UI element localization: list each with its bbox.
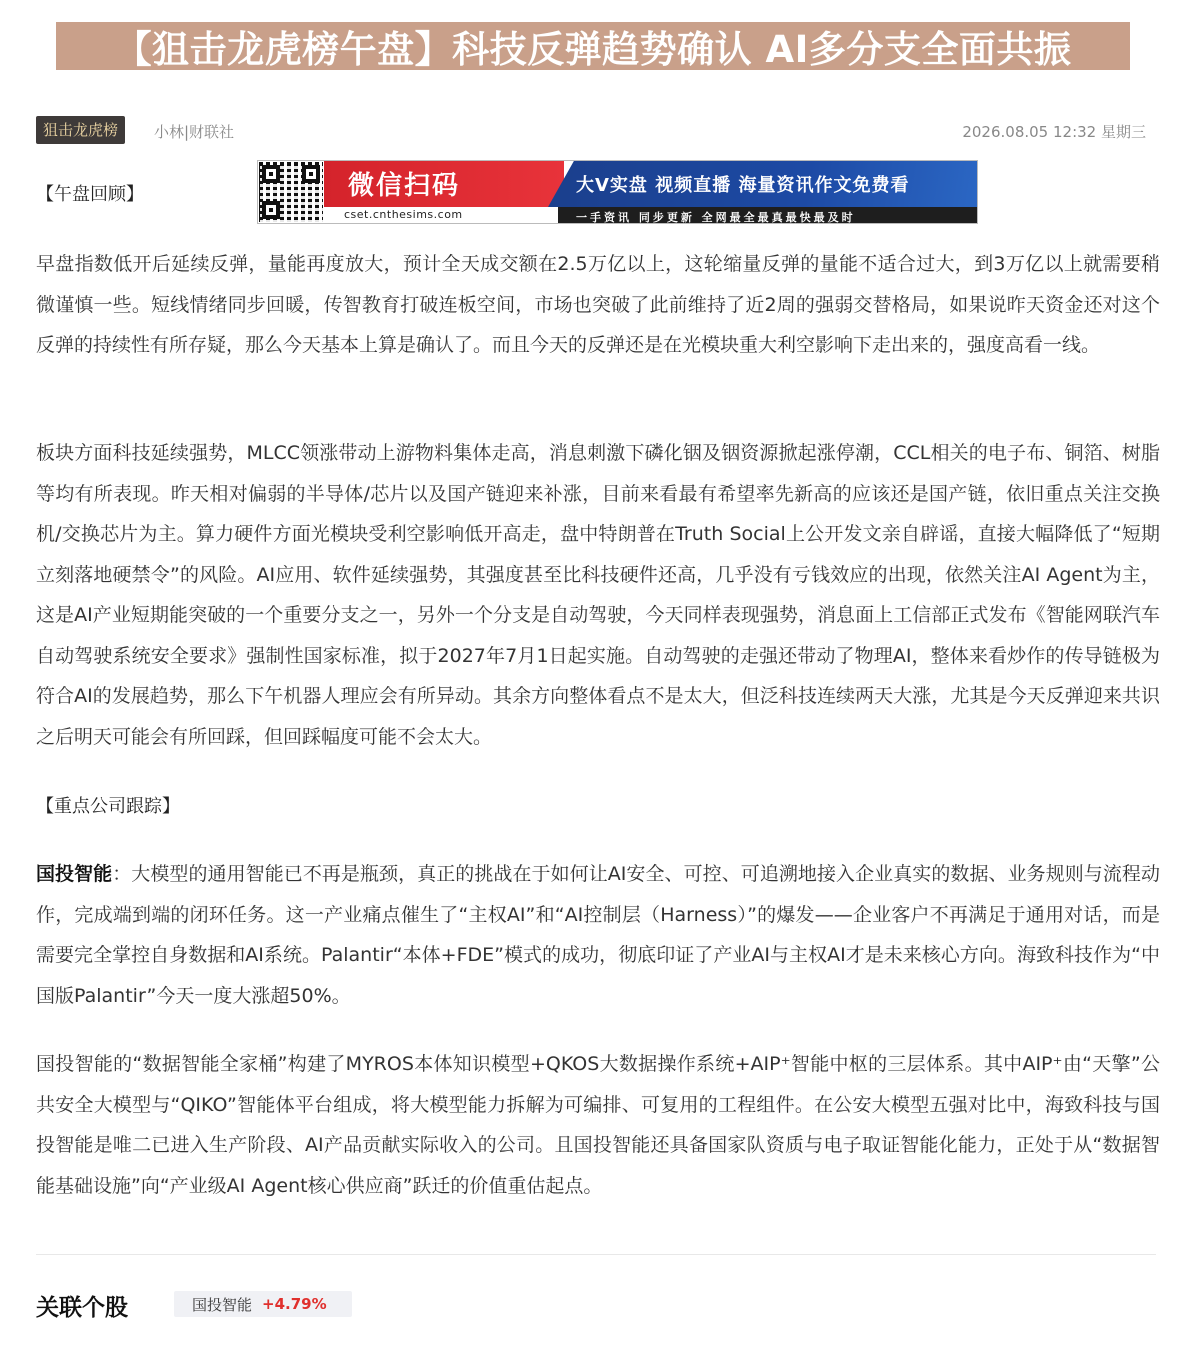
section-heading-review: 【午盘回顾】 — [36, 184, 144, 205]
stock-name: 国投智能 — [192, 1295, 253, 1314]
related-stocks-heading: 关联个股 — [36, 1295, 128, 1321]
section-heading-tracking: 【重点公司跟踪】 — [36, 796, 180, 817]
ad-headline: 微信扫码 — [348, 171, 461, 201]
paragraph-company-detail: 国投智能的“数据智能全家桶”构建了MYROS本体知识模型+QKOS大数据操作系统+AIP⁺智能中枢的三层体系。其中AIP⁺由“天擎”公共安全大模型与“QIKO”智能体平台组成，将大模型能力拆解为可编排、可复用的工程组件。在公安大模型五强对比中，海致科技与国投智能是唯二已进入生产阶段、AI产品贡献实际收入的公司。且国投智能还具备国家队资质与电子取证智能化能力，正处于从“数据智能基础设施”向“产业级AI Agent核心供应商”跃迁的价值重估起点。 — [36, 1053, 1160, 1197]
publish-time: 2026.08.05 12:32 星期三 — [962, 123, 1146, 141]
paragraph-company-focus — [36, 854, 1160, 1016]
divider — [36, 1254, 1156, 1255]
ad-tagline: 大V实盘 视频直播 海量资讯作文免费看 — [576, 175, 910, 196]
column-tag[interactable]: 狙击龙虎榜 — [36, 116, 125, 144]
ad-banner[interactable] — [257, 160, 978, 224]
related-stock-chip[interactable] — [174, 1291, 352, 1317]
article-meta — [36, 116, 1156, 146]
stock-change: +4.79% — [262, 1295, 327, 1313]
company-focus-text: ：大模型的通用智能已不再是瓶颈，真正的挑战在于如何让AI安全、可控、可追溯地接入企业真实的数据、业务规则与流程动作，完成端到端的闭环任务。这一产业痛点催生了“主权AI”和“AI控制层（Harness）”的爆发——企业客户不再满足于通用对话，而是需要完全掌控自身数据和AI系统。Palantir“本体+FDE”模式的成功，彻底印证了产业AI与主权AI才是未来核心方向。海致科技作为“中国版Palantir”今天一度大涨超50%。 — [36, 863, 1160, 1007]
paragraph-sector-review: 板块方面科技延续强势，MLCC领涨带动上游物料集体走高，消息刺激下磷化铟及铟资源掀起涨停潮，CCL相关的电子布、铜箔、树脂等均有所表现。昨天相对偏弱的半导体/芯片以及国产链迎来补涨，目前来看最有希望率先新高的应该还是国产链，依旧重点关注交换机/交换芯片为主。算力硬件方面光模块受利空影响低开高走，盘中特朗普在Truth Social上公开发文亲自辟谣，直接大幅降低了“短期立刻落地硬禁令”的风险。AI应用、软件延续强势，其强度甚至比科技硬件还高，几乎没有亏钱效应的出现，依然关注AI Agent为主，这是AI产业短期能突破的一个重要分支之一，另外一个分支是自动驾驶，今天同样表现强势，消息面上工信部正式发布《智能网联汽车自动驾驶系统安全要求》强制性国家标准，拟于2027年7月1日起实施。自动驾驶的走强还带动了物理AI，整体来看炒作的传导链极为符合AI的发展趋势，那么下午机器人理应会有所异动。其余方向整体看点不是太大，但泛科技连续两天大涨，尤其是今天反弹迎来共识之后明天可能会有所回踩，但回踩幅度可能不会太大。 — [36, 442, 1160, 748]
company-name-lead: 国投智能 — [36, 863, 113, 885]
author-label: 小林|财联社 — [154, 123, 235, 141]
ad-slogan: 一手资讯 同步更新 全网最全最真最快最及时 — [576, 211, 856, 224]
paragraph-market-review: 早盘指数低开后延续反弹，量能再度放大，预计全天成交额在2.5万亿以上，这轮缩量反弹的量能不适合过大，到3万亿以上就需要稍微谨慎一些。短线情绪同步回暖，传智教育打破连板空间，市场也突破了此前维持了近2周的强弱交替格局，如果说昨天资金还对这个反弹的持续性有所存疑，那么今天基本上算是确认了。而且今天的反弹还是在光模块重大利空影响下走出来的，强度高看一线。 — [36, 253, 1160, 356]
qr-code-icon — [259, 162, 323, 222]
article-title: 【狙击龙虎榜午盘】科技反弹趋势确认 AI多分支全面共振 — [56, 22, 1130, 70]
ad-url[interactable]: cset.cnthesims.com — [344, 208, 463, 221]
